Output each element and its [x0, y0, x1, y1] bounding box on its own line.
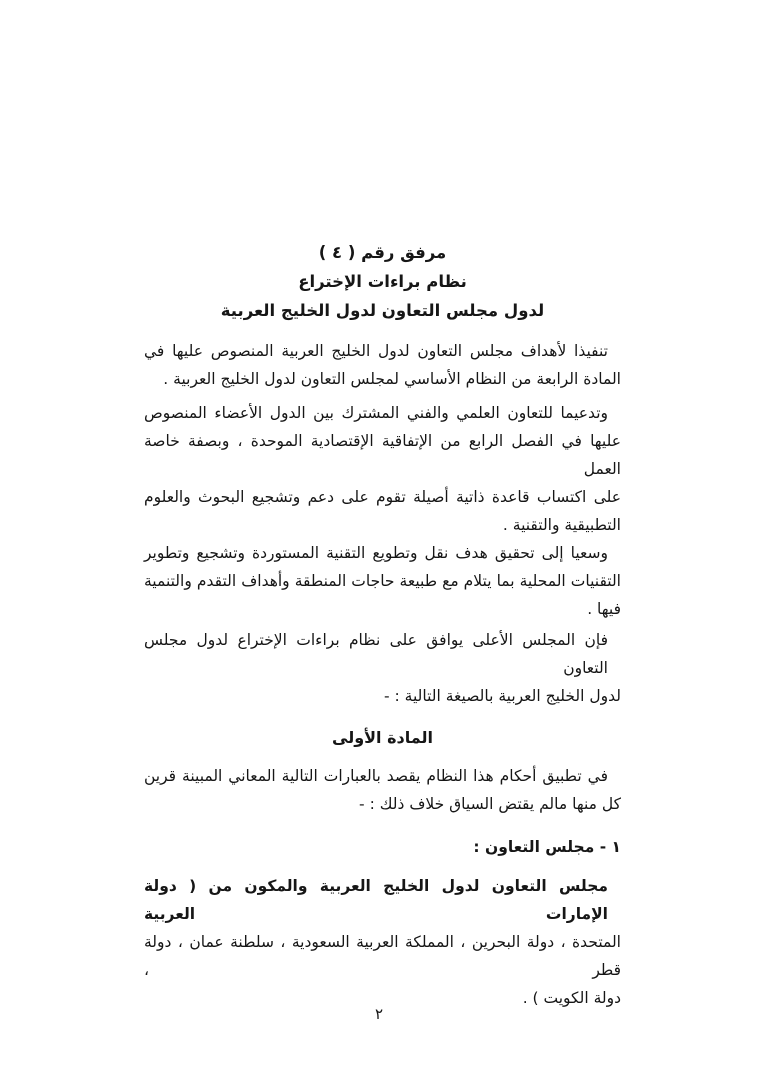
- text-line: كل منها مالم يقتض السياق خلاف ذلك : -: [359, 795, 621, 813]
- title-line-gcc-states: لدول مجلس التعاون لدول الخليج العربية: [220, 301, 545, 320]
- text-line: على اكتساب قاعدة ذاتية أصيلة تقوم على دعم وتشجيع البحوث والعلوم: [144, 488, 621, 506]
- text-line: المتحدة ، دولة البحرين ، المملكة العربية السعودية ، سلطنة عمان ، دولة قطر ،: [144, 933, 621, 979]
- text-line: مجلس التعاون لدول الخليج العربية والمكون من ( دولة الإمارات العربية: [144, 877, 608, 923]
- article-1-intro-paragraph: [144, 762, 621, 818]
- text-line: فإن المجلس الأعلى يوافق على نظام براءات الإختراع لدول مجلس التعاون: [144, 631, 608, 677]
- text-line: عليها في الفصل الرابع من الإتفاقية الإقتصادية الموحدة ، وبصفة خاصة العمل: [144, 432, 621, 478]
- preamble-paragraph-2: [144, 399, 621, 539]
- page-number: ٢: [374, 1005, 384, 1023]
- text-line: تنفيذا لأهداف مجلس التعاون لدول الخليج العربية المنصوص عليها في: [144, 342, 608, 360]
- preamble-paragraph-3: [144, 539, 621, 623]
- text-line: لدول الخليج العربية بالصيغة التالية : -: [384, 687, 621, 705]
- document-title-block: [144, 238, 621, 325]
- article-1-heading: المادة الأولى: [332, 728, 433, 747]
- definition-item-1-body: [144, 872, 621, 1012]
- text-line: وتدعيما للتعاون العلمي والفني المشترك بين الدول الأعضاء المنصوص: [144, 404, 608, 422]
- document-content: [144, 238, 621, 1012]
- text-line: فيها .: [587, 600, 621, 618]
- title-line-attachment-number: مرفق رقم ( ٤ ): [318, 243, 447, 262]
- text-line: في تطبيق أحكام هذا النظام يقصد بالعبارات التالية المعاني المبينة قرين: [144, 767, 608, 785]
- definition-item-1-label: ١ - مجلس التعاون :: [473, 838, 621, 856]
- title-line-patent-system: نظام براءات الإختراع: [298, 272, 467, 291]
- preamble-paragraph-4: [144, 626, 621, 710]
- text-line: التطبيقية والتقنية .: [502, 516, 621, 534]
- text-line: دولة الكويت ) .: [522, 989, 621, 1007]
- text-line: المادة الرابعة من النظام الأساسي لمجلس التعاون لدول الخليج العربية .: [163, 370, 621, 388]
- text-line: التقنيات المحلية بما يتلام مع طبيعة حاجات المنطقة وأهداف التقدم والتنمية: [144, 572, 621, 590]
- preamble-paragraph-1: [144, 337, 621, 393]
- text-line: وسعيا إلى تحقيق هدف نقل وتطويع التقنية المستوردة وتشجيع وتطوير: [144, 544, 608, 562]
